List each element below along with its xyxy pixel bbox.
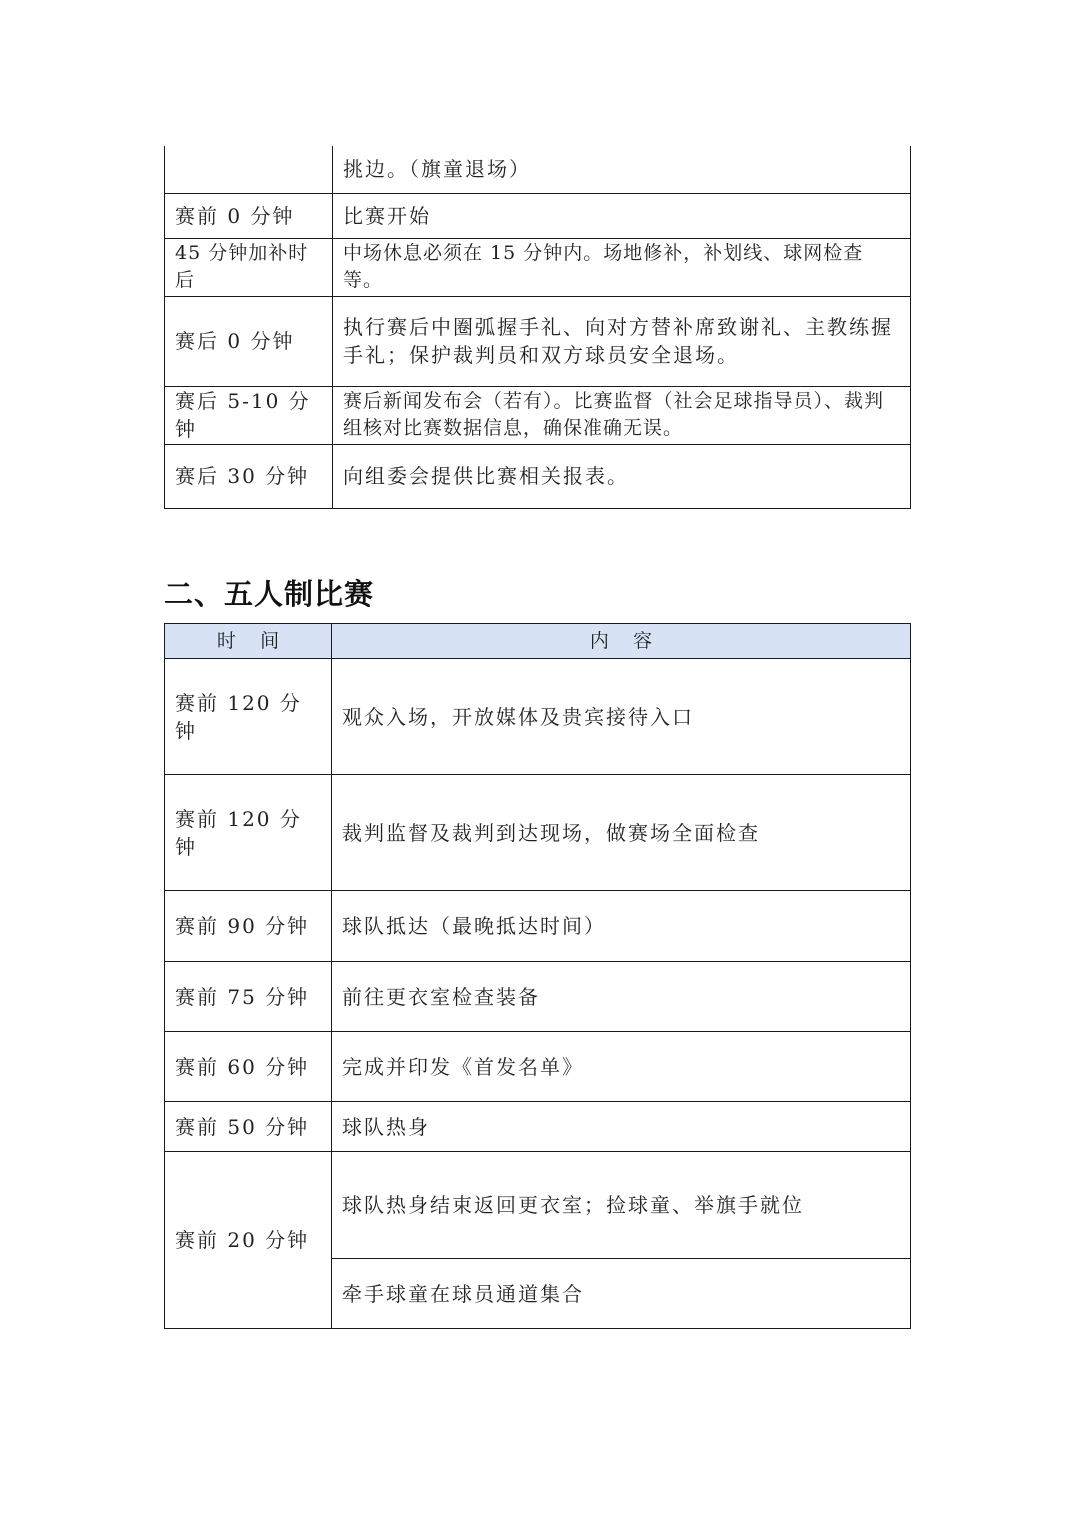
content-cell: 球队抵达（最晚抵达时间） bbox=[332, 891, 911, 962]
table-row bbox=[165, 193, 911, 238]
table-row bbox=[165, 659, 911, 775]
content-cell: 比赛开始 bbox=[333, 193, 911, 238]
time-cell: 赛前 75 分钟 bbox=[165, 962, 332, 1032]
time-cell: 赛后 0 分钟 bbox=[165, 296, 333, 386]
content-cell: 向组委会提供比赛相关报表。 bbox=[333, 444, 911, 508]
table-header-row bbox=[165, 624, 911, 659]
table-row bbox=[165, 1032, 911, 1102]
table-row bbox=[165, 386, 911, 444]
time-cell: 赛后 30 分钟 bbox=[165, 444, 333, 508]
header-time: 时 间 bbox=[165, 624, 332, 659]
content-cell: 裁判监督及裁判到达现场，做赛场全面检查 bbox=[332, 775, 911, 891]
time-cell: 赛前 60 分钟 bbox=[165, 1032, 332, 1102]
content-cell: 牵手球童在球员通道集合 bbox=[332, 1259, 911, 1329]
table-row bbox=[165, 444, 911, 508]
schedule-table-continued bbox=[164, 146, 911, 509]
time-cell: 赛前 0 分钟 bbox=[165, 193, 333, 238]
table-row bbox=[165, 962, 911, 1032]
time-cell: 赛前 20 分钟 bbox=[165, 1152, 332, 1329]
table-row bbox=[165, 296, 911, 386]
table-row bbox=[165, 238, 911, 296]
table-row bbox=[165, 146, 911, 193]
content-cell: 前往更衣室检查装备 bbox=[332, 962, 911, 1032]
content-cell: 观众入场，开放媒体及贵宾接待入口 bbox=[332, 659, 911, 775]
time-cell: 赛前 50 分钟 bbox=[165, 1102, 332, 1152]
table-row bbox=[165, 1102, 911, 1152]
futsal-schedule-table bbox=[164, 623, 911, 1329]
time-cell bbox=[165, 146, 333, 193]
content-cell: 挑边。（旗童退场） bbox=[333, 146, 911, 193]
table-row bbox=[165, 1152, 911, 1259]
section-title: 二、五人制比赛 bbox=[164, 577, 375, 611]
content-cell: 球队热身结束返回更衣室；捡球童、举旗手就位 bbox=[332, 1152, 911, 1259]
time-cell: 赛前 120 分钟 bbox=[165, 659, 332, 775]
table-row bbox=[165, 891, 911, 962]
time-cell: 赛前 90 分钟 bbox=[165, 891, 332, 962]
content-cell: 中场休息必须在 15 分钟内。场地修补，补划线、球网检查等。 bbox=[333, 238, 911, 296]
header-content: 内 容 bbox=[332, 624, 911, 659]
time-cell: 赛前 120 分钟 bbox=[165, 775, 332, 891]
time-cell: 赛后 5-10 分钟 bbox=[165, 386, 333, 444]
content-cell: 赛后新闻发布会（若有）。比赛监督（社会足球指导员）、裁判组核对比赛数据信息，确保准确无误。 bbox=[333, 386, 911, 444]
content-cell: 球队热身 bbox=[332, 1102, 911, 1152]
table-row bbox=[165, 775, 911, 891]
content-cell: 完成并印发《首发名单》 bbox=[332, 1032, 911, 1102]
content-cell: 执行赛后中圈弧握手礼、向对方替补席致谢礼、主教练握手礼；保护裁判员和双方球员安全退场。 bbox=[333, 296, 911, 386]
time-cell: 45 分钟加补时后 bbox=[165, 238, 333, 296]
